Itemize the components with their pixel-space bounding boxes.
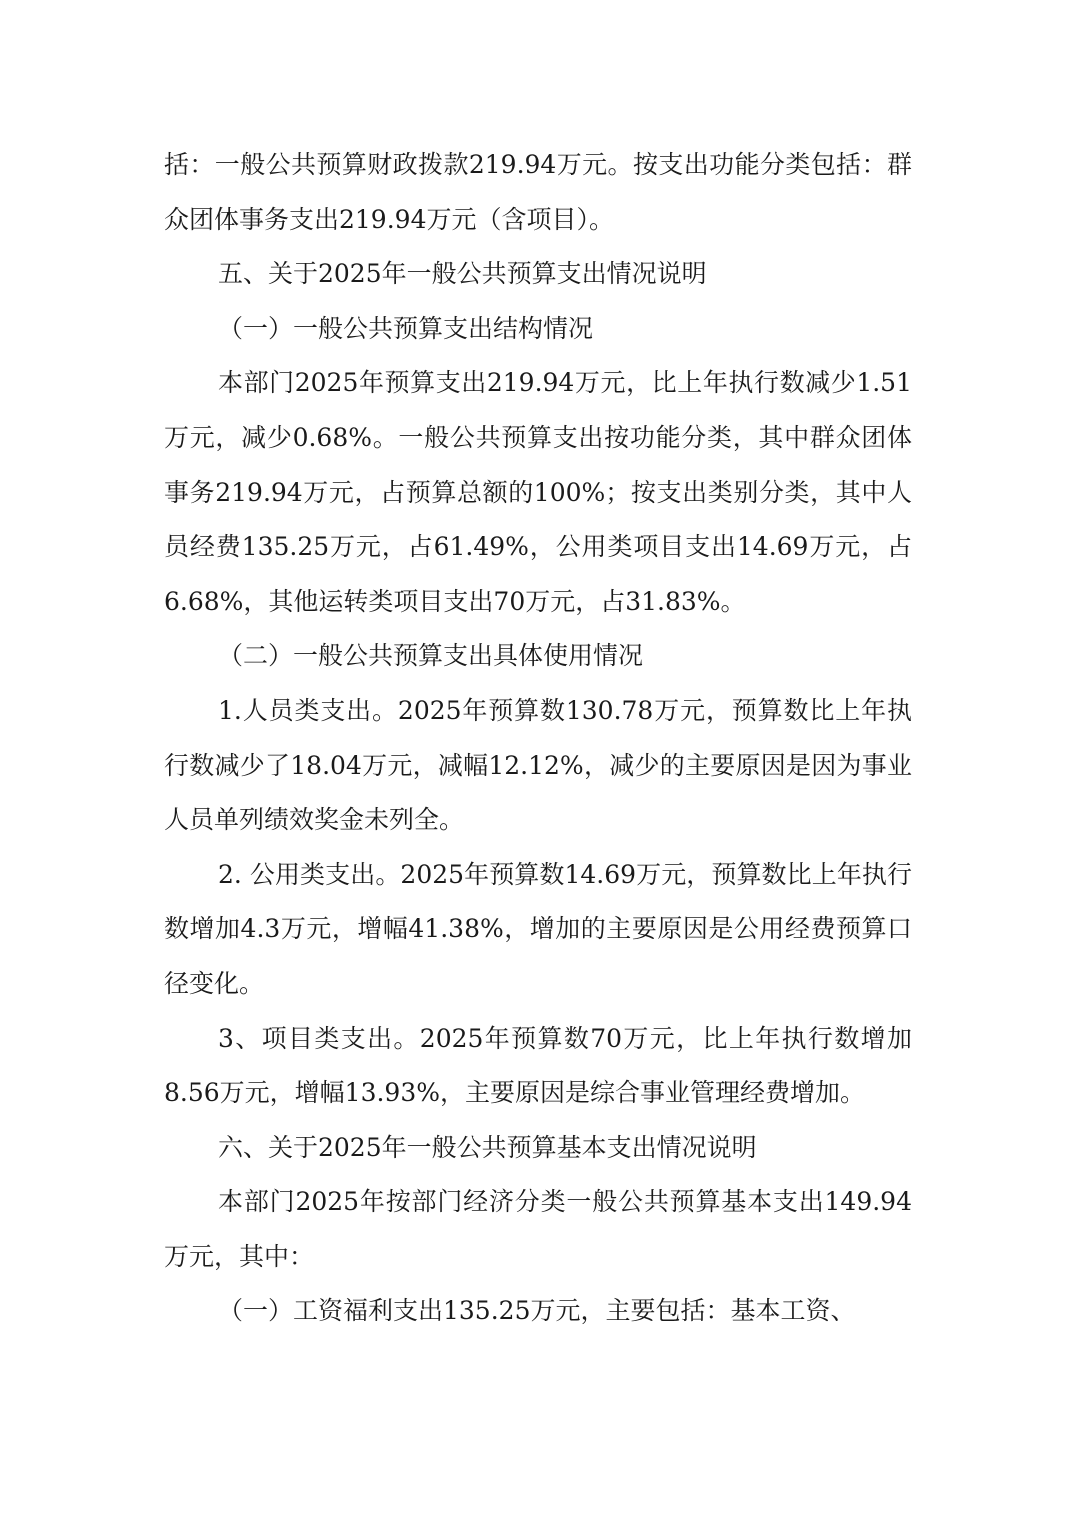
section-heading-six: 六、关于2025年一般公共预算基本支出情况说明 (218, 1132, 757, 1162)
document-body (164, 138, 912, 1339)
paragraph-continuation: 括：一般公共预算财政拨款219.94万元。按支出功能分类包括：群众团体事务支出219.94万元（含项目）。 (164, 150, 912, 234)
paragraph-public-use: 2. 公用类支出。2025年预算数14.69万元，预算数比上年执行数增加4.3万元，增幅41.38%，增加的主要原因是公用经费预算口径变化。 (164, 859, 912, 998)
paragraph-structure: 本部门2025年预算支出219.94万元，比上年执行数减少1.51万元，减少0.68%。一般公共预算支出按功能分类，其中群众团体事务219.94万元，占预算总额的100%；按支出类别分类，其中人员经费135.25万元，占61.49%，公用类项目支出14.69万元，占6.68%，其他运转类项目支出70万元，占31.83%。 (164, 368, 912, 616)
paragraph-personnel: 1.人员类支出。2025年预算数130.78万元，预算数比上年执行数减少了18.04万元，减幅12.12%，减少的主要原因是因为事业人员单列绩效奖金未列全。 (164, 695, 912, 835)
subsection-heading-usage: （二）一般公共预算支出具体使用情况 (218, 641, 644, 671)
subsection-heading-structure: （一）一般公共预算支出结构情况 (218, 313, 594, 343)
paragraph-wages: （一）工资福利支出135.25万元，主要包括：基本工资、 (218, 1296, 856, 1326)
section-heading-five: 五、关于2025年一般公共预算支出情况说明 (218, 259, 707, 289)
paragraph-basic-expenditure: 本部门2025年按部门经济分类一般公共预算基本支出149.94万元，其中： (164, 1187, 912, 1271)
paragraph-project: 3、项目类支出。2025年预算数70万元，比上年执行数增加8.56万元，增幅13.93%，主要原因是综合事业管理经费增加。 (164, 1023, 912, 1108)
